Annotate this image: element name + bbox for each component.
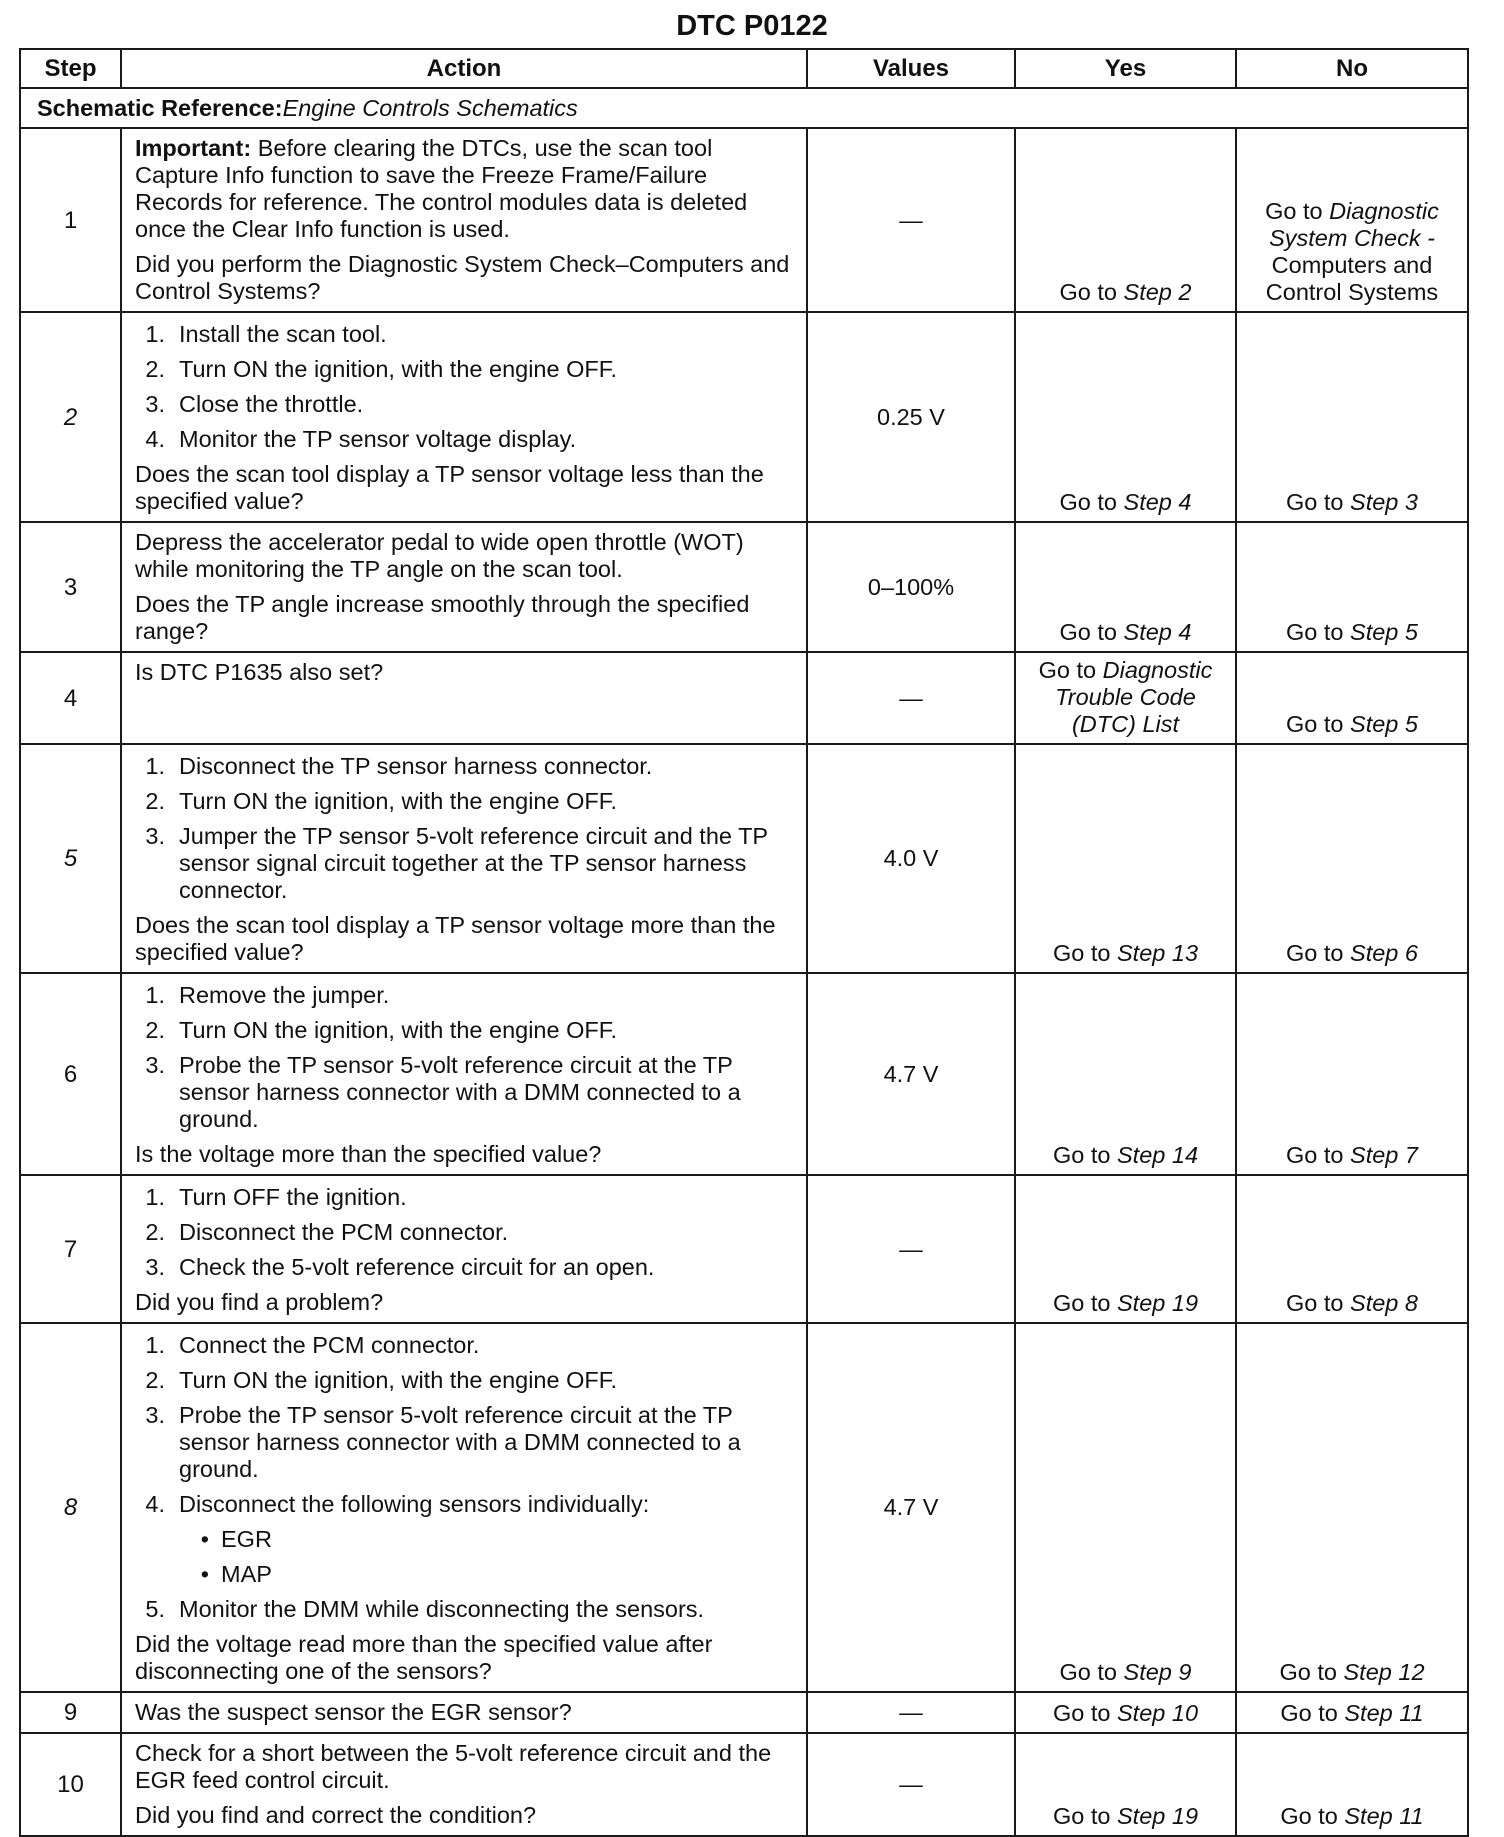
action-cell bbox=[121, 1323, 807, 1692]
header-action: Action bbox=[121, 49, 807, 88]
table-row bbox=[20, 1175, 1468, 1323]
yes-target: Diagnostic Trouble Code (DTC) List bbox=[1055, 657, 1213, 737]
goto-label: Go to bbox=[1279, 1659, 1337, 1685]
action-text: Depress the accelerator pedal to wide open throttle (WOT) while monitoring the TP angle on the scan tool. bbox=[135, 529, 744, 582]
value-cell: — bbox=[807, 652, 1015, 744]
action-question: Did you find and correct the condition? bbox=[135, 1802, 537, 1828]
goto-label: Go to bbox=[1052, 1700, 1111, 1726]
action-cell bbox=[121, 1175, 807, 1323]
value-cell: — bbox=[807, 128, 1015, 312]
bullet-item: • EGR bbox=[200, 1526, 272, 1552]
goto-label: Go to bbox=[1286, 1290, 1344, 1316]
action-question: Does the scan tool display a TP sensor voltage more than the specified value? bbox=[135, 912, 776, 965]
no-cell bbox=[1236, 128, 1468, 312]
yes-cell bbox=[1015, 1175, 1236, 1323]
step-number: 9 bbox=[20, 1692, 121, 1733]
bullet-item: • MAP bbox=[200, 1561, 272, 1587]
header-step: Step bbox=[20, 49, 121, 88]
no-target-italic: Diagnostic System Check - bbox=[1269, 198, 1439, 251]
goto-label: Go to bbox=[1059, 489, 1117, 515]
no-target: Step 3 bbox=[1350, 489, 1418, 515]
step-number: 5 bbox=[20, 744, 121, 973]
list-item: 4. Monitor the TP sensor voltage display. bbox=[145, 426, 577, 452]
value-cell: — bbox=[807, 1175, 1015, 1323]
no-target: Step 5 bbox=[1350, 711, 1418, 737]
table-row bbox=[20, 128, 1468, 312]
schematic-row bbox=[20, 88, 1468, 128]
list-item: 1. Disconnect the TP sensor harness connector. bbox=[145, 753, 653, 779]
no-target: Step 11 bbox=[1344, 1700, 1424, 1726]
list-item: 3. Probe the TP sensor 5-volt reference circuit at the TP sensor harness connector with a DMM connected to a ground. bbox=[145, 1052, 741, 1132]
step-number: 3 bbox=[20, 522, 121, 652]
goto-label: Go to bbox=[1280, 1803, 1338, 1829]
table-row bbox=[20, 744, 1468, 973]
no-target: Step 11 bbox=[1344, 1803, 1424, 1829]
action-question: Is the voltage more than the specified value? bbox=[135, 1141, 602, 1167]
action-cell bbox=[121, 1692, 807, 1733]
goto-label: Go to bbox=[1052, 1142, 1111, 1168]
no-cell bbox=[1236, 1692, 1468, 1733]
action-cell bbox=[121, 973, 807, 1175]
list-item: 1. Remove the jumper. bbox=[145, 982, 390, 1008]
goto-label: Go to bbox=[1286, 619, 1344, 645]
value-cell: 0.25 V bbox=[807, 312, 1015, 522]
table-row bbox=[20, 652, 1468, 744]
no-cell bbox=[1236, 1733, 1468, 1836]
step-number: 4 bbox=[20, 652, 121, 744]
goto-label: Go to bbox=[1059, 619, 1117, 645]
schematic-reference bbox=[20, 88, 1468, 128]
action-question: Is DTC P1635 also set? bbox=[135, 659, 384, 685]
goto-label: Go to bbox=[1286, 940, 1344, 966]
goto-label: Go to bbox=[1038, 657, 1097, 683]
yes-cell bbox=[1015, 522, 1236, 652]
schematic-label: Schematic Reference: bbox=[37, 94, 283, 121]
action-question: Did you find a problem? bbox=[135, 1289, 384, 1315]
value-cell: 4.7 V bbox=[807, 973, 1015, 1175]
yes-cell bbox=[1015, 1733, 1236, 1836]
table-row bbox=[20, 1323, 1468, 1692]
no-target: Step 7 bbox=[1350, 1142, 1418, 1168]
yes-cell bbox=[1015, 652, 1236, 744]
no-cell bbox=[1236, 312, 1468, 522]
no-cell bbox=[1236, 652, 1468, 744]
action-cell bbox=[121, 744, 807, 973]
yes-target: Step 10 bbox=[1117, 1700, 1199, 1726]
goto-label: Go to bbox=[1052, 1803, 1111, 1829]
value-cell: — bbox=[807, 1733, 1015, 1836]
goto-label: Go to bbox=[1265, 198, 1323, 224]
value-cell: 0–100% bbox=[807, 522, 1015, 652]
no-cell bbox=[1236, 1175, 1468, 1323]
yes-cell bbox=[1015, 973, 1236, 1175]
no-target: Step 6 bbox=[1350, 940, 1418, 966]
goto-label: Go to bbox=[1059, 1659, 1117, 1685]
goto-label: Go to bbox=[1059, 279, 1117, 305]
action-question: Does the scan tool display a TP sensor voltage less than the specified value? bbox=[135, 461, 764, 514]
action-cell bbox=[121, 652, 807, 744]
header-yes: Yes bbox=[1015, 49, 1236, 88]
yes-cell bbox=[1015, 1323, 1236, 1692]
action-cell bbox=[121, 522, 807, 652]
list-item: 1. Connect the PCM connector. bbox=[145, 1332, 480, 1358]
action-question: Did the voltage read more than the specified value after disconnecting one of the sensors? bbox=[135, 1631, 713, 1684]
diagnostic-table bbox=[19, 48, 1469, 1837]
no-target: Step 8 bbox=[1350, 1290, 1418, 1316]
goto-label: Go to bbox=[1286, 1142, 1344, 1168]
no-target-plain: Computers and Control Systems bbox=[1265, 252, 1439, 305]
step-number: 7 bbox=[20, 1175, 121, 1323]
header-no: No bbox=[1236, 49, 1468, 88]
table-row bbox=[20, 312, 1468, 522]
yes-cell bbox=[1015, 128, 1236, 312]
table-row bbox=[20, 973, 1468, 1175]
list-item: 2. Disconnect the PCM connector. bbox=[145, 1219, 509, 1245]
yes-target: Step 13 bbox=[1117, 940, 1199, 966]
goto-label: Go to bbox=[1052, 940, 1111, 966]
yes-target: Step 14 bbox=[1117, 1142, 1199, 1168]
action-cell bbox=[121, 1733, 807, 1836]
no-target: Step 5 bbox=[1350, 619, 1418, 645]
important-label: Important: bbox=[135, 135, 252, 161]
no-cell bbox=[1236, 973, 1468, 1175]
step-number: 1 bbox=[20, 128, 121, 312]
list-item: 1. Turn OFF the ignition. bbox=[145, 1184, 407, 1210]
no-cell bbox=[1236, 744, 1468, 973]
list-item: 2. Turn ON the ignition, with the engine OFF. bbox=[145, 1367, 618, 1393]
page-title: DTC P0122 bbox=[676, 10, 828, 42]
yes-target: Step 4 bbox=[1123, 489, 1192, 515]
yes-target: Step 4 bbox=[1123, 619, 1192, 645]
header-values: Values bbox=[807, 49, 1015, 88]
goto-label: Go to bbox=[1052, 1290, 1111, 1316]
action-text: Check for a short between the 5-volt reference circuit and the EGR feed control circuit. bbox=[135, 1740, 772, 1793]
schematic-value: Engine Controls Schematics bbox=[282, 94, 578, 121]
action-question: Did you perform the Diagnostic System Check–Computers and Control Systems? bbox=[135, 251, 790, 304]
action-cell bbox=[121, 312, 807, 522]
important-text: Before clearing the DTCs, use the scan tool Capture Info function to save the Freeze Frame/Failure Records for reference. The control modules data is deleted once the Clear Info function is used. bbox=[135, 135, 748, 242]
value-cell: 4.7 V bbox=[807, 1323, 1015, 1692]
list-item: 3. Close the throttle. bbox=[145, 391, 364, 417]
yes-target: Step 19 bbox=[1117, 1290, 1199, 1316]
action-cell bbox=[121, 128, 807, 312]
yes-target: Step 9 bbox=[1123, 1659, 1192, 1685]
action-question: Was the suspect sensor the EGR sensor? bbox=[135, 1699, 572, 1725]
step-number: 10 bbox=[20, 1733, 121, 1836]
table-row bbox=[20, 1692, 1468, 1733]
no-cell bbox=[1236, 1323, 1468, 1692]
list-item: 5. Monitor the DMM while disconnecting the sensors. bbox=[145, 1596, 705, 1622]
list-item: 3. Probe the TP sensor 5-volt reference circuit at the TP sensor harness connector with a DMM connected to a ground. bbox=[145, 1402, 741, 1482]
yes-target: Step 2 bbox=[1123, 279, 1192, 305]
yes-cell bbox=[1015, 744, 1236, 973]
list-item: 3. Check the 5-volt reference circuit for an open. bbox=[145, 1254, 655, 1280]
important-note bbox=[135, 135, 798, 243]
no-target: Step 12 bbox=[1343, 1659, 1425, 1685]
list-item: 2. Turn ON the ignition, with the engine OFF. bbox=[145, 1017, 618, 1043]
list-item: 2. Turn ON the ignition, with the engine OFF. bbox=[145, 788, 618, 814]
goto-label: Go to bbox=[1286, 711, 1344, 737]
header-row bbox=[20, 49, 1468, 88]
goto-label: Go to bbox=[1286, 489, 1344, 515]
value-cell: — bbox=[807, 1692, 1015, 1733]
value-cell: 4.0 V bbox=[807, 744, 1015, 973]
step-number: 6 bbox=[20, 973, 121, 1175]
list-item: 2. Turn ON the ignition, with the engine OFF. bbox=[145, 356, 618, 382]
yes-cell bbox=[1015, 1692, 1236, 1733]
list-item: 1. Install the scan tool. bbox=[145, 321, 387, 347]
yes-target: Step 19 bbox=[1117, 1803, 1199, 1829]
action-question: Does the TP angle increase smoothly through the specified range? bbox=[135, 591, 750, 644]
list-item: 3. Jumper the TP sensor 5-volt reference circuit and the TP sensor signal circuit together at the TP sensor harness connector. bbox=[145, 823, 768, 903]
step-number: 2 bbox=[20, 312, 121, 522]
list-item: 4. Disconnect the following sensors individually: bbox=[145, 1491, 650, 1517]
table-row bbox=[20, 522, 1468, 652]
no-cell bbox=[1236, 522, 1468, 652]
table-row bbox=[20, 1733, 1468, 1836]
yes-cell bbox=[1015, 312, 1236, 522]
step-number: 8 bbox=[20, 1323, 121, 1692]
goto-label: Go to bbox=[1280, 1700, 1338, 1726]
